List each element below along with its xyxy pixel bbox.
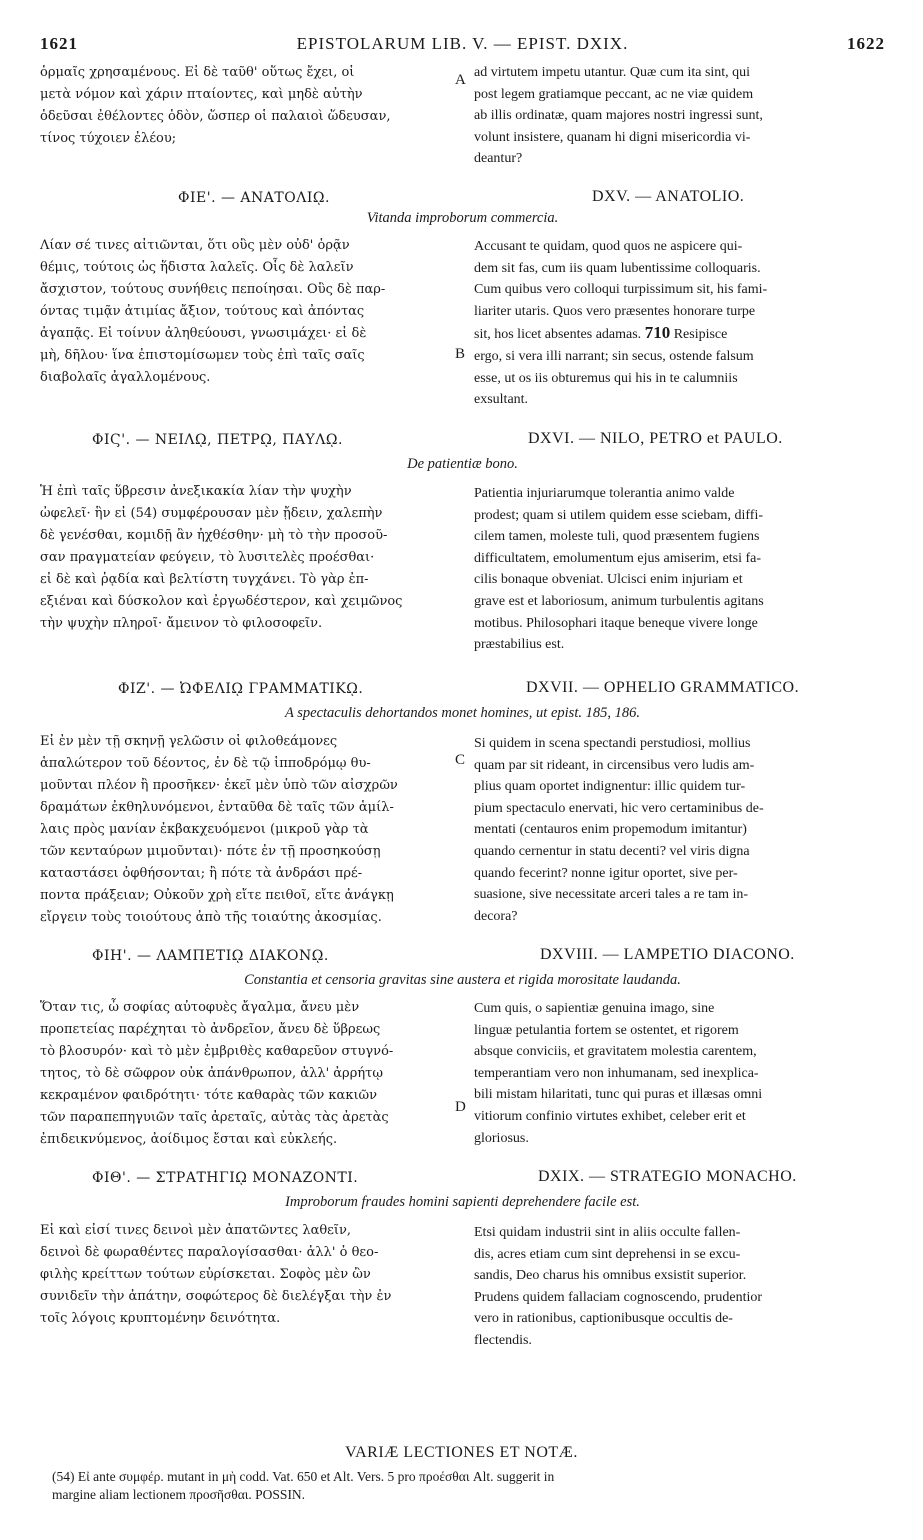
latin-line: Accusant te quidam, quod quos ne aspicere qui- <box>474 239 743 254</box>
latin-line: gloriosus. <box>474 1130 529 1146</box>
greek-line: διαβολαῖς ἀγαλλομένους. <box>40 370 211 385</box>
latin-line: absque conviciis, et gravitatem molestia carentem, <box>474 1044 757 1060</box>
greek-line: ὁρμαῖς χρησαμένους. Εἰ δὲ ταῦθ' οὕτως ἔχει, οἱ <box>40 65 355 80</box>
greek-letter-title: ΦΙϚ'. — ΝΕΙΛῼ, ΠΕΤΡῼ, ΠΑΥΛῼ. <box>92 432 343 448</box>
latin-line: quando fecerint? nonne igitur oportet, sive per- <box>474 865 738 881</box>
running-header <box>40 34 885 56</box>
note-line: margine aliam lectionem προσῆσθαι. POSSIN. <box>52 1487 306 1502</box>
latin-line: dem sit fas, cum iis quam lubentissime colloquaris. <box>474 260 761 276</box>
latin-line: plius quam oportet indignentur: illic quidem tur- <box>474 779 746 795</box>
latin-line: temperantiam vero non inhumanam, sed inexplica- <box>474 1065 759 1081</box>
greek-letter-title: ΦΙΕ'. — ΑΝΑΤΟΛΙῼ. <box>178 190 330 206</box>
greek-line: ποντα πράξειαν; Οὐκοῦν χρὴ εἴτε πειθοῖ, εἴτε ἀνάγκῃ <box>40 888 394 903</box>
greek-line: Λίαν σέ τινες αἰτιῶνται, ὅτι οὓς μὲν οὐδ' ὁρᾷν <box>40 238 350 253</box>
letter-subtitle: Constantia et censoria gravitas sine austera et rigida morositate laudanda. <box>244 972 681 988</box>
latin-line: suasione, sive necessitate arceri tales a re tam in- <box>474 887 749 903</box>
greek-line: μετὰ νόμον καὶ χάριν πταίοντες, καὶ μηδὲ αὐτὴν <box>40 87 363 102</box>
latin-line: difficultatem, emolumentum ejus amiserim, etsi fa- <box>474 550 762 566</box>
greek-line: Ἡ ἐπὶ ταῖς ὕβρεσιν ἀνεξικακία λίαν τὴν ψυχὴν <box>40 484 352 499</box>
right-page-number: 1622 <box>847 34 885 53</box>
column-marker-d: D <box>455 1099 466 1115</box>
latin-line: mentati (centauros enim propemodum imitantur) <box>474 822 747 838</box>
greek-line: ὠφελεῖ· ἣν εἰ (54) συμφέρουσαν μὲν ᾔδειν, χαλεπὴν <box>40 506 383 521</box>
greek-letter-title: ΦΙΘ'. — ΣΤΡΑΤΗΓΙῼ ΜΟΝΑΖΟΝΤΙ. <box>92 1170 359 1186</box>
greek-line: Ὅταν τις, ὦ σοφίας αὐτοφυὲς ἄγαλμα, ἄνευ μὲν <box>40 1000 360 1015</box>
greek-line: τῶν κενταύρων μιμοῦνται)· πότε ἐν τῇ προσηκούσῃ <box>40 844 381 859</box>
latin-line: decora? <box>474 908 518 924</box>
latin-line: ergo, si vera illi narrant; sin secus, ostende falsum <box>474 348 754 364</box>
latin-line: præstabilius est. <box>474 637 565 653</box>
latin-letter-title: DXVI. — NILO, PETRO et PAULO. <box>528 430 783 447</box>
greek-line: καταστάσει ὀφθήσονται; ἢ πότε τὰ ἀνδράσι πρέ- <box>40 866 363 881</box>
latin-line: flectendis. <box>474 1332 532 1348</box>
greek-line: σαν πραγματείαν φεύγειν, τὸ λυσιτελὲς προέσθαι· <box>40 550 375 565</box>
left-page-number: 1621 <box>40 34 78 53</box>
letter-greek-text <box>40 731 450 929</box>
latin-line: cilis bonaque obveniat. Ulcisci enim injuriam et <box>474 572 743 588</box>
greek-line: τίνος τύχοιεν ἐλέου; <box>40 131 177 146</box>
latin-line: Prudens quidem fallaciam cognoscendo, prudentior <box>474 1289 763 1305</box>
latin-letter-title: DXIX. — STRATEGIO MONACHO. <box>538 1168 797 1185</box>
greek-line: ἀγαπᾷς. Εἰ τοίνυν ἀληθεύουσι, γνωσιμάχει· εἰ δὲ <box>40 326 367 341</box>
letter-latin-text <box>474 998 886 1149</box>
latin-line: volunt insistere, quanam hi digni misericordia vi- <box>474 129 751 145</box>
letter-subtitle: A spectaculis dehortandos monet homines, ut epist. 185, 186. <box>285 705 640 721</box>
letter-subtitle: De patientiæ bono. <box>407 456 518 472</box>
greek-letter-title: ΦΙΖ'. — ὨΦΕΛΙῼ ΓΡΑΜΜΑΤΙΚῼ. <box>118 681 364 697</box>
greek-line: όντας τιμᾷν ἀτιμίας ἄξιον, τούτους καὶ ἀπόντας <box>40 304 365 319</box>
letter-subtitle: Improborum fraudes homini sapienti deprehendere facile est. <box>285 1194 640 1210</box>
latin-line: quando cernentur in statu decenti? vel viris digna <box>474 843 750 859</box>
greek-line: μὴ, δῆλου· ἵνα ἐπιστομίσωμεν τοὺς ἐπὶ ταῖς σαῖς <box>40 348 365 363</box>
latin-line: exsultant. <box>474 392 529 408</box>
latin-line: post legem gratiamque peccant, ac ne viæ quidem <box>474 86 754 102</box>
greek-line: ἄσχιστον, τούτους συνήθεις πεποίησαι. Οὓς δὲ παρ- <box>40 282 386 297</box>
letter-latin-text <box>474 733 886 927</box>
latin-line: Cum quibus vero colloqui turpissimum sit, his fami- <box>474 282 768 298</box>
greek-line: τῶν παραπεπηγυιῶν ταῖς ἀρεταῖς, αὐτὰς τὰς ἀρετὰς <box>40 1110 389 1125</box>
latin-line: quam par sit rideant, in circensibus vero ludis am- <box>474 757 755 773</box>
latin-line: vitiorum confinio virtutes exhibet, celeber erit et <box>474 1108 746 1124</box>
letter-greek-text <box>40 481 450 635</box>
latin-line: vero in rationibus, captionibusque occultis de- <box>474 1311 733 1327</box>
latin-line: sandis, Deo charus his omnibus exsistit superior. <box>474 1268 747 1284</box>
latin-line: Etsi quidam industrii sint in aliis occulte fallen- <box>474 1225 741 1240</box>
greek-line: μοῦνται πλέον ἢ προσῆκεν· ἐκεῖ μὲν ὑπὸ τῶν αἰσχρῶν <box>40 778 398 793</box>
latin-line: pium spectaculo enervati, hic vero certaminibus de- <box>474 800 764 816</box>
greek-line: εξιέναι καὶ δύσκολον καὶ ἐργωδέστερον, καὶ χειμῶνος <box>40 594 403 609</box>
latin-line: esse, ut os iis obturemus qui his in te calumniis <box>474 370 738 386</box>
greek-line: ἐπιδεικνύμενος, ἀοίδιμος ἔσται καὶ εὐκλεής. <box>40 1132 338 1147</box>
latin-letter-title: DXVII. — OPHELIO GRAMMATICO. <box>526 679 800 696</box>
greek-line: τὴν ψυχὴν πληροῖ· ἄμεινον τὸ φιλοσοφεῖν. <box>40 616 323 631</box>
latin-line: sit, hos licet absentes adamas. 710 Resipisce <box>474 323 728 343</box>
greek-line: δεινοὶ δὲ φωραθέντες παραλογίσασθαι· ἀλλ' ὁ θεο- <box>40 1245 379 1260</box>
letter-latin-text <box>474 483 886 656</box>
greek-line: συνιδεῖν τὴν ἀπάτην, σοφώτερος δὲ διελέγξαι τὴν ἐν <box>40 1289 392 1304</box>
notes-title: VARIÆ LECTIONES ET NOTÆ. <box>345 1444 578 1461</box>
column-marker-c: C <box>455 752 466 768</box>
letter-greek-text <box>40 1220 450 1330</box>
latin-letter-title: DXVIII. — LAMPETIO DIACONO. <box>540 946 795 963</box>
letter-subtitle: Vitanda improborum commercia. <box>366 210 559 226</box>
intro-latin <box>474 62 886 170</box>
greek-line: δὲ γενέσθαι, κομιδῇ ἂν ἠχθέσθην· μὴ τὸ τὴν προσοῦ- <box>40 528 388 543</box>
greek-line: ὁδεῦσαι ἐθέλοντες ὁδὸν, ὥσπερ οἱ παλαιοὶ ὥδευσαν, <box>40 109 391 124</box>
latin-line: cilem tamen, moleste tuli, quod præsentem fugiens <box>474 529 760 545</box>
greek-line: φιλὴς κρείττων τούτων εὑρίσκεται. Σοφὸς μὲν ὢν <box>40 1267 371 1282</box>
greek-line: Εἰ καὶ εἰσί τινες δεινοὶ μὲν ἀπατῶντες λαθεῖν, <box>40 1223 352 1238</box>
greek-line: δραμάτων ἐκθηλυνόμενοι, ἐνταῦθα δὲ ταῖς τῶν ἁμίλ- <box>40 800 394 815</box>
greek-line: εἴργειν τοὺς τοιούτους ἀπὸ τῆς τοιαύτης ἀκοσμίας. <box>40 910 382 925</box>
latin-line: Si quidem in scena spectandi perstudiosi, mollius <box>474 736 751 751</box>
column-marker-a: A <box>455 72 466 88</box>
latin-line: prodest; quam si utilem quidem esse sciebam, diffi- <box>474 507 764 523</box>
greek-line: Εἰ ἐν μὲν τῇ σκηνῇ γελῶσιν οἱ φιλοθεάμονες <box>40 734 338 749</box>
intro-greek <box>40 62 450 150</box>
latin-line: linguæ petulantia fortem se ostentet, et rigorem <box>474 1022 739 1038</box>
column-marker-b: B <box>455 346 466 362</box>
latin-letter-title: DXV. — ANATOLIO. <box>592 188 745 205</box>
greek-line: λαις πρὸς μανίαν ἐκβακχευόμενοι (μικροῦ γὰρ τὰ <box>40 822 369 837</box>
latin-line: bili mistam hilaritati, tunc qui puras et illæsas omni <box>474 1087 763 1103</box>
latin-line: ad virtutem impetu utantur. Quæ cum ita sint, qui <box>474 65 751 80</box>
running-title: EPISTOLARUM LIB. V. — EPIST. DXIX. <box>296 34 629 53</box>
greek-line: προπετείας παρέχηται τὸ ἀνδρεῖον, ἄνευ δὲ ὕβρεως <box>40 1022 381 1037</box>
greek-line: ἁπαλώτερον τοῦ δέοντος, ἐν δὲ τῷ ἱπποδρόμῳ θυ- <box>40 756 371 771</box>
latin-line: Patientia injuriarumque tolerantia animo valde <box>474 486 735 501</box>
latin-line: Cum quis, o sapientiæ genuina imago, sine <box>474 1001 715 1016</box>
letter-greek-text <box>40 235 450 389</box>
latin-line: motibus. Philosophari itaque beneque vivere longe <box>474 615 758 631</box>
latin-line: ab illis ordinatæ, quam majores nostri ingressi sunt, <box>474 108 763 124</box>
latin-line: dis, acres etiam cum sint deprehensi in se excu- <box>474 1246 741 1262</box>
greek-line: θέμις, τούτοις ὡς ἥδιστα λαλεῖς. Οἷς δὲ λαλεῖν <box>40 260 354 275</box>
letter-latin-text <box>474 1222 886 1352</box>
latin-line: grave est et laboriosum, animum turbulentis agitans <box>474 593 764 609</box>
latin-line: deantur? <box>474 151 523 167</box>
letter-latin-text <box>474 236 886 411</box>
notes-body <box>52 1468 882 1504</box>
greek-line: εἰ δὲ καὶ ῥᾳδία καὶ βελτίστη τυγχάνει. Τὸ γὰρ ἐπ- <box>40 572 369 587</box>
greek-line: τὸ βλοσυρόν· καὶ τὸ μὲν ἐμβριθὲς καθαρεῦον στυγνό- <box>40 1044 394 1059</box>
greek-line: τοῖς λόγοις κρυπτομένην δεινότητα. <box>40 1311 281 1326</box>
note-line: (54) Εἰ ante συμφέρ. mutant in μὴ codd. Vat. 650 et Alt. Vers. 5 pro προέσθαι Alt. suggerit in <box>52 1469 555 1484</box>
latin-line: liariter utaris. Quos vero præsentes honorare turpe <box>474 303 756 319</box>
greek-letter-title: ΦΙΗ'. — ΛΑΜΠΕΤΙῼ ΔΙΑΚΟΝῼ. <box>92 948 329 964</box>
greek-line: τητος, τὸ δὲ σῶφρον οὐκ ἀπάνθρωπον, ἀλλ' ἀρρήτῳ <box>40 1066 383 1081</box>
inline-page-number: 710 <box>644 323 671 343</box>
greek-line: κεκραμένον φαιδρότητι· τότε καθαρὰς τῶν κακιῶν <box>40 1088 378 1103</box>
letter-greek-text <box>40 997 450 1151</box>
